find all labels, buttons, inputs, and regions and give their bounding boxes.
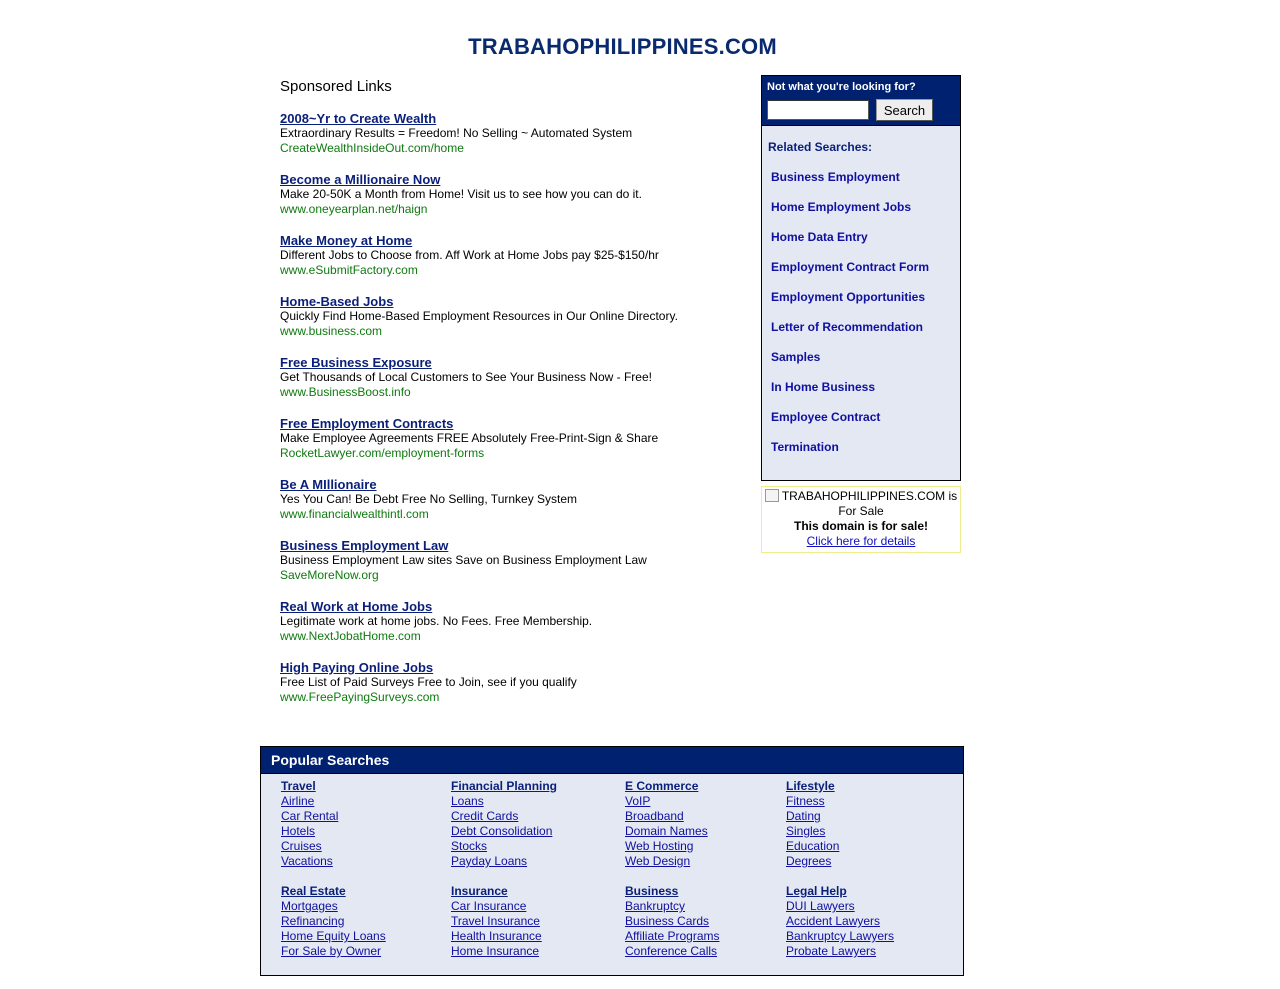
popular-search-link[interactable]: Bankruptcy Lawyers: [786, 929, 895, 943]
site-title: TRABAHOPHILIPPINES.COM: [468, 34, 777, 59]
popular-search-link[interactable]: Health Insurance: [451, 929, 542, 943]
domain-sale-image-alt: TRABAHOPHILIPPINES.COM is For Sale: [781, 489, 958, 518]
popular-search-link[interactable]: Debt Consolidation: [451, 824, 553, 838]
related-search-link[interactable]: Home Data Entry: [771, 230, 868, 244]
ad-description: Extraordinary Results = Freedom! No Selling ~ Automated System: [280, 126, 633, 140]
ad-description: Make Employee Agreements FREE Absolutely Free-Print-Sign & Share: [280, 431, 659, 445]
domain-sale-box: [761, 486, 961, 553]
search-button[interactable]: Search: [876, 99, 933, 121]
ad-display-url[interactable]: www.business.com: [280, 324, 383, 338]
popular-category: [281, 779, 386, 884]
popular-category-title[interactable]: Business: [625, 884, 679, 898]
popular-search-link[interactable]: Business Cards: [625, 914, 710, 928]
broken-image-icon: [765, 489, 779, 502]
ad-title-link[interactable]: 2008~Yr to Create Wealth: [280, 111, 437, 126]
popular-category: [281, 884, 386, 989]
ad-description: Quickly Find Home-Based Employment Resources in Our Online Directory.: [280, 309, 678, 323]
popular-searches: [260, 746, 964, 976]
popular-search-link[interactable]: Education: [786, 839, 840, 853]
sponsored-ad: [280, 599, 750, 660]
related-searches-heading: Related Searches:: [768, 140, 873, 154]
popular-category-title[interactable]: Travel: [281, 779, 316, 793]
popular-search-link[interactable]: Accident Lawyers: [786, 914, 881, 928]
ad-title-link[interactable]: Real Work at Home Jobs: [280, 599, 433, 614]
popular-column-1: [281, 779, 386, 989]
search-box: [762, 76, 960, 126]
popular-search-link[interactable]: Mortgages: [281, 899, 338, 913]
popular-search-link[interactable]: Home Insurance: [451, 944, 540, 958]
sponsored-ad: [280, 294, 750, 355]
popular-search-link[interactable]: Singles: [786, 824, 826, 838]
sponsored-ad: [280, 233, 750, 294]
ad-title-link[interactable]: Make Money at Home: [280, 233, 413, 248]
popular-search-link[interactable]: Degrees: [786, 854, 832, 868]
popular-search-link[interactable]: VoIP: [625, 794, 651, 808]
search-prompt: Not what you're looking for?: [767, 81, 916, 93]
popular-category-title[interactable]: Financial Planning: [451, 779, 558, 793]
related-search-link[interactable]: Home Employment Jobs: [771, 200, 912, 214]
ad-title-link[interactable]: Business Employment Law: [280, 538, 449, 553]
ad-description: Get Thousands of Local Customers to See Your Business Now - Free!: [280, 370, 652, 384]
popular-search-link[interactable]: Hotels: [281, 824, 316, 838]
related-search-link[interactable]: Letter of Recommendation: [771, 320, 924, 334]
popular-search-link[interactable]: Payday Loans: [451, 854, 528, 868]
ad-display-url[interactable]: www.eSubmitFactory.com: [280, 263, 418, 277]
ad-description: Free List of Paid Surveys Free to Join, see if you qualify: [280, 675, 577, 689]
popular-search-link[interactable]: Car Insurance: [451, 899, 527, 913]
related-search-link[interactable]: Employment Opportunities: [771, 290, 926, 304]
popular-category-title[interactable]: Lifestyle: [786, 779, 835, 793]
popular-category: [786, 884, 894, 989]
popular-category-title[interactable]: Real Estate: [281, 884, 346, 898]
popular-category: [625, 884, 719, 989]
sponsored-heading: Sponsored Links: [280, 78, 392, 95]
sponsored-ad: [280, 172, 750, 233]
popular-search-link[interactable]: Loans: [451, 794, 484, 808]
popular-column-2: [451, 779, 557, 989]
ad-display-url[interactable]: CreateWealthInsideOut.com/home: [280, 141, 464, 155]
popular-category-title[interactable]: E Commerce: [625, 779, 699, 793]
popular-search-link[interactable]: Airline: [281, 794, 315, 808]
search-sidebar: [761, 75, 961, 481]
popular-column-4: [786, 779, 894, 989]
popular-category-title[interactable]: Insurance: [451, 884, 508, 898]
ad-title-link[interactable]: Home-Based Jobs: [280, 294, 394, 309]
ad-display-url[interactable]: www.BusinessBoost.info: [280, 385, 411, 399]
sponsored-ad: [280, 660, 750, 721]
ad-display-url[interactable]: www.oneyearplan.net/haign: [280, 202, 428, 216]
popular-search-link[interactable]: Domain Names: [625, 824, 708, 838]
related-searches-list: [771, 170, 960, 470]
ad-description: Different Jobs to Choose from. Aff Work at Home Jobs pay $25-$150/hr: [280, 248, 659, 262]
popular-category: [451, 884, 557, 989]
popular-search-link[interactable]: Travel Insurance: [451, 914, 540, 928]
popular-search-link[interactable]: Stocks: [451, 839, 488, 853]
related-search-link[interactable]: Employment Contract Form: [771, 260, 930, 274]
popular-category: [786, 779, 894, 884]
popular-search-link[interactable]: Dating: [786, 809, 821, 823]
domain-sale-link[interactable]: Click here for details: [806, 534, 916, 548]
popular-search-link[interactable]: Affiliate Programs: [625, 929, 720, 943]
ad-title-link[interactable]: Become a Millionaire Now: [280, 172, 441, 187]
popular-search-link[interactable]: Vacations: [281, 854, 333, 868]
related-search-link[interactable]: In Home Business: [771, 380, 876, 394]
ad-display-url[interactable]: RocketLawyer.com/employment-forms: [280, 446, 485, 460]
ad-title-link[interactable]: Free Employment Contracts: [280, 416, 454, 431]
popular-search-link[interactable]: Fitness: [786, 794, 825, 808]
ad-title-link[interactable]: Be A MIllionaire: [280, 477, 377, 492]
popular-search-link[interactable]: Home Equity Loans: [281, 929, 386, 943]
popular-search-link[interactable]: Refinancing: [281, 914, 345, 928]
popular-category-title[interactable]: Legal Help: [786, 884, 847, 898]
ad-list: [280, 111, 750, 721]
domain-sale-text: This domain is for sale!: [793, 519, 929, 533]
ad-display-url[interactable]: www.financialwealthintl.com: [280, 507, 429, 521]
popular-search-link[interactable]: Web Hosting: [625, 839, 694, 853]
ad-display-url[interactable]: SaveMoreNow.org: [280, 568, 379, 582]
popular-search-link[interactable]: Broadband: [625, 809, 684, 823]
ad-title-link[interactable]: High Paying Online Jobs: [280, 660, 434, 675]
ad-display-url[interactable]: www.NextJobatHome.com: [280, 629, 421, 643]
domain-sale-image[interactable]: [762, 489, 960, 519]
sponsored-ad: [280, 538, 750, 599]
sponsored-ad: [280, 355, 750, 416]
sponsored-ad: [280, 111, 750, 172]
ad-display-url[interactable]: www.FreePayingSurveys.com: [280, 690, 440, 704]
popular-search-link[interactable]: Bankruptcy: [625, 899, 686, 913]
sponsored-ad: [280, 416, 750, 477]
ad-description: Legitimate work at home jobs. No Fees. Free Membership.: [280, 614, 593, 628]
ad-description: Make 20-50K a Month from Home! Visit us to see how you can do it.: [280, 187, 642, 201]
popular-search-link[interactable]: For Sale by Owner: [281, 944, 382, 958]
sponsored-ad: [280, 477, 750, 538]
popular-search-link[interactable]: Probate Lawyers: [786, 944, 877, 958]
popular-searches-heading: Popular Searches: [261, 747, 963, 774]
related-search-link[interactable]: Termination: [771, 440, 839, 454]
popular-search-link[interactable]: Web Design: [625, 854, 691, 868]
related-search-link[interactable]: Samples: [771, 350, 821, 364]
popular-column-3: [625, 779, 719, 989]
related-search-link[interactable]: Employee Contract: [771, 410, 881, 424]
related-search-link[interactable]: Business Employment: [771, 170, 900, 184]
popular-search-link[interactable]: DUI Lawyers: [786, 899, 855, 913]
ad-description: Yes You Can! Be Debt Free No Selling, Turnkey System: [280, 492, 578, 506]
popular-category: [625, 779, 719, 884]
popular-search-link[interactable]: Cruises: [281, 839, 322, 853]
search-input[interactable]: [767, 100, 869, 120]
sponsored-links: [280, 78, 750, 721]
popular-search-link[interactable]: Credit Cards: [451, 809, 519, 823]
search-form: [767, 99, 960, 121]
ad-description: Business Employment Law sites Save on Business Employment Law: [280, 553, 647, 567]
popular-search-link[interactable]: Car Rental: [281, 809, 339, 823]
popular-search-link[interactable]: Conference Calls: [625, 944, 718, 958]
popular-category: [451, 779, 557, 884]
ad-title-link[interactable]: Free Business Exposure: [280, 355, 432, 370]
